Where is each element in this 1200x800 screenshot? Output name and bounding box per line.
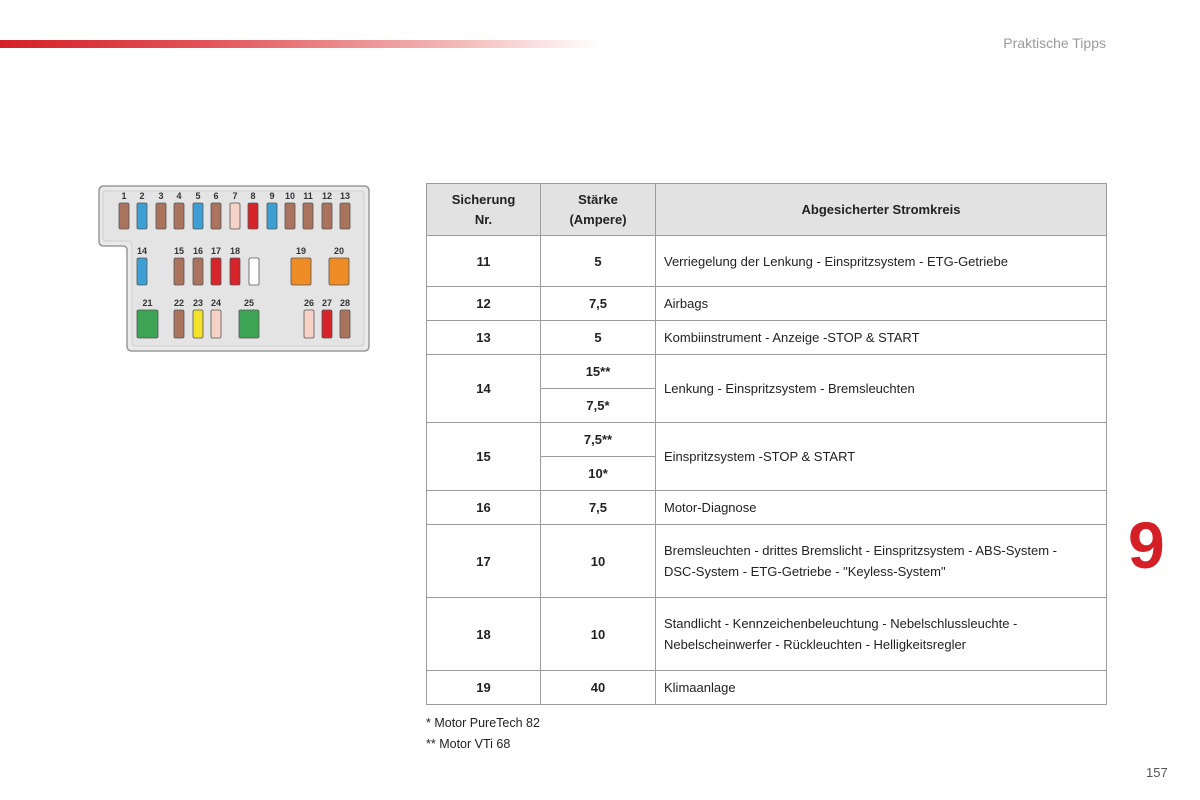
fuse-5: [193, 203, 203, 229]
fuse-number: 17: [427, 525, 541, 598]
fuse-label: 23: [192, 298, 204, 308]
table-row: [427, 287, 1107, 321]
page-number: 157: [1146, 765, 1168, 780]
fuse-circuit: Bremsleuchten - drittes Bremslicht - Einspritzsystem - ABS-System - DSC-System - ETG-Getriebe - "Keyless-System": [656, 525, 1107, 598]
fuse-24: [211, 310, 221, 338]
fuse-6: [211, 203, 221, 229]
fuse-amperage: 10: [541, 525, 656, 598]
fuse-label: 1: [121, 191, 127, 201]
table-row: [427, 525, 1107, 598]
table-row: [427, 423, 1107, 457]
fuse-22: [174, 310, 184, 338]
fuse-box-svg: [96, 184, 372, 354]
fuse-25: [239, 310, 259, 338]
fuse-13: [340, 203, 350, 229]
fuse-label: 20: [333, 246, 345, 256]
fuse-label: 27: [321, 298, 333, 308]
fuse-label: 11: [303, 191, 313, 201]
fuse-28: [340, 310, 350, 338]
fuse-amperage: 40: [541, 671, 656, 705]
fuse-label: 10: [284, 191, 296, 201]
fuse-number: 15: [427, 423, 541, 491]
fuse-11: [303, 203, 313, 229]
fuse-circuit: Motor-Diagnose: [656, 491, 1107, 525]
fuse-10: [285, 203, 295, 229]
fuse-1: [119, 203, 129, 229]
footnote-single-star: * Motor PureTech 82: [426, 716, 540, 730]
fuse-label: 7: [232, 191, 238, 201]
fuse-label: 8: [250, 191, 256, 201]
fuse-amperage: 7,5*: [541, 389, 656, 423]
fuse-amperage: 15**: [541, 355, 656, 389]
fuse-label: 2: [139, 191, 145, 201]
table-header-row: [427, 184, 1107, 236]
fuse-label: 17: [210, 246, 222, 256]
fuse-label: 9: [269, 191, 275, 201]
fuse-21: [137, 310, 158, 338]
fuse-number: 12: [427, 287, 541, 321]
fuse-18: [230, 258, 240, 285]
fuse-14: [137, 258, 147, 285]
fuse-label: 26: [303, 298, 315, 308]
fuse-12: [322, 203, 332, 229]
column-header-amperage: Stärke (Ampere): [541, 184, 656, 236]
fuse-label: 13: [339, 191, 351, 201]
fuse-number: 18: [427, 598, 541, 671]
fuse-circuit: Verriegelung der Lenkung - Einspritzsystem - ETG-Getriebe: [656, 236, 1107, 287]
fuse-3: [156, 203, 166, 229]
fuse-2: [137, 203, 147, 229]
fuse-table: [426, 183, 1107, 705]
fuse-label: 21: [142, 298, 153, 308]
fuse-label: 18: [229, 246, 241, 256]
section-title: Praktische Tipps: [1003, 35, 1106, 51]
fuse-spare: [249, 258, 259, 285]
fuse-19: [291, 258, 311, 285]
fuse-circuit: Airbags: [656, 287, 1107, 321]
fuse-label: 5: [195, 191, 201, 201]
fuse-label: 28: [339, 298, 351, 308]
fuse-27: [322, 310, 332, 338]
fuse-label: 14: [136, 246, 148, 256]
footnote-double-star: ** Motor VTi 68: [426, 737, 511, 751]
table-row: [427, 671, 1107, 705]
column-header-circuit: Abgesicherter Stromkreis: [656, 184, 1107, 236]
fuse-26: [304, 310, 314, 338]
fuse-amperage: 10: [541, 598, 656, 671]
fuse-label: 4: [176, 191, 182, 201]
header-accent-bar: [0, 40, 600, 48]
fuse-9: [267, 203, 277, 229]
fuse-amperage: 7,5**: [541, 423, 656, 457]
fuse-20: [329, 258, 349, 285]
table-row: [427, 321, 1107, 355]
fuse-4: [174, 203, 184, 229]
table-row: [427, 598, 1107, 671]
fuse-amperage: 7,5: [541, 287, 656, 321]
fuse-label: 6: [213, 191, 219, 201]
fuse-label: 19: [295, 246, 307, 256]
fuse-number: 16: [427, 491, 541, 525]
fuse-circuit: Standlicht - Kennzeichenbeleuchtung - Nebelschlussleuchte - Nebelscheinwerfer - Rückleuchten - Helligkeitsregler: [656, 598, 1107, 671]
fuse-15: [174, 258, 184, 285]
fuse-label: 24: [210, 298, 222, 308]
fuse-circuit: Klimaanlage: [656, 671, 1107, 705]
chapter-number: 9: [1128, 508, 1165, 582]
fuse-number: 11: [427, 236, 541, 287]
table-row: [427, 355, 1107, 389]
fuse-number: 13: [427, 321, 541, 355]
table-row: [427, 491, 1107, 525]
fuse-amperage: 7,5: [541, 491, 656, 525]
fuse-amperage: 5: [541, 236, 656, 287]
fuse-circuit: Lenkung - Einspritzsystem - Bremsleuchten: [656, 355, 1107, 423]
fuse-box-diagram: [96, 184, 372, 354]
fuse-label: 16: [192, 246, 204, 256]
fuse-amperage: 10*: [541, 457, 656, 491]
fuse-amperage: 5: [541, 321, 656, 355]
fuse-circuit: Einspritzsystem -STOP & START: [656, 423, 1107, 491]
fuse-label: 15: [173, 246, 185, 256]
fuse-number: 19: [427, 671, 541, 705]
fuse-23: [193, 310, 203, 338]
fuse-16: [193, 258, 203, 285]
fuse-label: 22: [173, 298, 185, 308]
fuse-label: 12: [321, 191, 333, 201]
fuse-number: 14: [427, 355, 541, 423]
table-row: [427, 236, 1107, 287]
fuse-label: 3: [158, 191, 164, 201]
fuse-17: [211, 258, 221, 285]
fuse-circuit: Kombiinstrument - Anzeige -STOP & START: [656, 321, 1107, 355]
fuse-8: [248, 203, 258, 229]
fuse-label: 25: [243, 298, 255, 308]
column-header-fuse: Sicherung Nr.: [427, 184, 541, 236]
fuse-7: [230, 203, 240, 229]
